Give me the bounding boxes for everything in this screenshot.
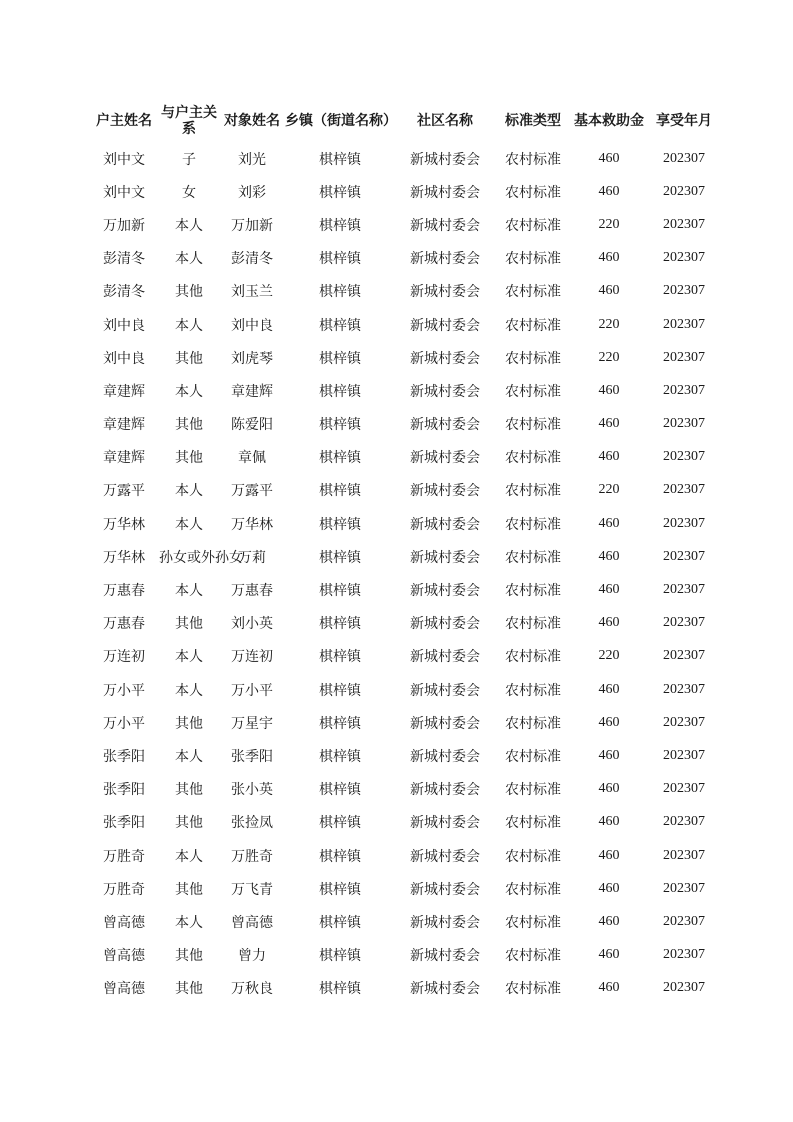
community-cell: 新城村委会 (410, 583, 480, 600)
recipient-name-cell: 万秋良 (231, 981, 273, 998)
period-cell: 202307 (663, 349, 705, 365)
allowance-cell: 220 (598, 349, 620, 365)
township-cell: 棋梓镇 (319, 184, 361, 201)
allowance-cell: 460 (598, 548, 620, 564)
period-cell: 202307 (663, 449, 705, 465)
table-row (89, 607, 721, 640)
relation-cell: 其他 (175, 981, 203, 998)
household-head-cell: 刘中良 (103, 350, 145, 367)
recipient-name-cell: 万加新 (231, 217, 273, 234)
township-cell: 棋梓镇 (319, 516, 361, 533)
township-cell: 棋梓镇 (319, 284, 361, 301)
table-header (89, 100, 721, 142)
township-cell: 棋梓镇 (319, 217, 361, 234)
period-cell: 202307 (663, 648, 705, 664)
township-cell: 棋梓镇 (319, 417, 361, 434)
community-cell: 新城村委会 (410, 417, 480, 434)
household-head-cell: 万露平 (103, 483, 145, 500)
header-township: 乡镇（街道名称） (285, 113, 397, 129)
relation-cell: 其他 (175, 782, 203, 799)
community-cell: 新城村委会 (410, 815, 480, 832)
community-cell: 新城村委会 (410, 549, 480, 566)
table-row (89, 939, 721, 972)
community-cell: 新城村委会 (410, 483, 480, 500)
period-cell: 202307 (663, 747, 705, 763)
recipient-name-cell: 万胜奇 (231, 848, 273, 865)
period-cell: 202307 (663, 316, 705, 332)
relation-cell: 本人 (175, 383, 203, 400)
allowance-cell: 460 (598, 582, 620, 598)
period-cell: 202307 (663, 548, 705, 564)
period-cell: 202307 (663, 582, 705, 598)
relation-cell: 本人 (175, 516, 203, 533)
household-head-cell: 万华林 (103, 549, 145, 566)
allowance-cell: 460 (598, 183, 620, 199)
table-row (89, 773, 721, 806)
table-row (89, 175, 721, 208)
header-period: 享受年月 (656, 113, 712, 129)
household-head-cell: 万连初 (103, 649, 145, 666)
table-row (89, 872, 721, 905)
standard-type-cell: 农村标准 (505, 881, 561, 898)
table-row (89, 839, 721, 872)
allowance-cell: 460 (598, 681, 620, 697)
relation-cell: 本人 (175, 317, 203, 334)
recipient-name-cell: 章佩 (238, 450, 266, 467)
allowance-cell: 460 (598, 947, 620, 963)
township-cell: 棋梓镇 (319, 649, 361, 666)
relation-cell: 本人 (175, 682, 203, 699)
period-cell: 202307 (663, 814, 705, 830)
relation-cell: 其他 (175, 450, 203, 467)
township-cell: 棋梓镇 (319, 782, 361, 799)
standard-type-cell: 农村标准 (505, 549, 561, 566)
allowance-cell: 220 (598, 482, 620, 498)
recipient-name-cell: 刘小英 (231, 616, 273, 633)
table-row (89, 540, 721, 573)
standard-type-cell: 农村标准 (505, 981, 561, 998)
header-household-head: 户主姓名 (96, 113, 152, 129)
standard-type-cell: 农村标准 (505, 251, 561, 268)
household-head-cell: 万惠春 (103, 616, 145, 633)
standard-type-cell: 农村标准 (505, 616, 561, 633)
allowance-cell: 460 (598, 814, 620, 830)
household-head-cell: 曾高德 (103, 981, 145, 998)
table-row (89, 573, 721, 606)
allowance-cell: 460 (598, 980, 620, 996)
relation-cell: 其他 (175, 616, 203, 633)
township-cell: 棋梓镇 (319, 715, 361, 732)
period-cell: 202307 (663, 781, 705, 797)
community-cell: 新城村委会 (410, 383, 480, 400)
allowance-cell: 220 (598, 316, 620, 332)
table-row (89, 242, 721, 275)
household-head-cell: 万华林 (103, 516, 145, 533)
household-head-cell: 刘中文 (103, 151, 145, 168)
table-row (89, 507, 721, 540)
allowance-cell: 460 (598, 847, 620, 863)
relation-cell: 本人 (175, 748, 203, 765)
household-head-cell: 万小平 (103, 715, 145, 732)
household-head-cell: 章建辉 (103, 417, 145, 434)
period-cell: 202307 (663, 947, 705, 963)
period-cell: 202307 (663, 416, 705, 432)
recipient-name-cell: 章建辉 (231, 383, 273, 400)
allowance-cell: 460 (598, 382, 620, 398)
table-row (89, 341, 721, 374)
relation-cell: 其他 (175, 284, 203, 301)
allowance-cell: 460 (598, 250, 620, 266)
header-row (89, 100, 721, 142)
table-row (89, 441, 721, 474)
township-cell: 棋梓镇 (319, 914, 361, 931)
allowance-cell: 460 (598, 781, 620, 797)
relation-cell: 本人 (175, 649, 203, 666)
standard-type-cell: 农村标准 (505, 483, 561, 500)
recipient-name-cell: 万星宇 (231, 715, 273, 732)
recipient-name-cell: 刘彩 (238, 184, 266, 201)
table-body (89, 142, 721, 1005)
standard-type-cell: 农村标准 (505, 848, 561, 865)
recipient-name-cell: 万露平 (231, 483, 273, 500)
table-row (89, 706, 721, 739)
township-cell: 棋梓镇 (319, 748, 361, 765)
recipient-name-cell: 彭清冬 (231, 251, 273, 268)
standard-type-cell: 农村标准 (505, 649, 561, 666)
relation-cell: 其他 (175, 815, 203, 832)
recipient-name-cell: 刘中良 (231, 317, 273, 334)
household-head-cell: 刘中文 (103, 184, 145, 201)
standard-type-cell: 农村标准 (505, 583, 561, 600)
standard-type-cell: 农村标准 (505, 151, 561, 168)
standard-type-cell: 农村标准 (505, 682, 561, 699)
relation-cell: 本人 (175, 217, 203, 234)
township-cell: 棋梓镇 (319, 450, 361, 467)
township-cell: 棋梓镇 (319, 948, 361, 965)
household-head-cell: 刘中良 (103, 317, 145, 334)
table-row (89, 673, 721, 706)
relation-cell: 其他 (175, 417, 203, 434)
community-cell: 新城村委会 (410, 317, 480, 334)
community-cell: 新城村委会 (410, 350, 480, 367)
period-cell: 202307 (663, 250, 705, 266)
household-head-cell: 万惠春 (103, 583, 145, 600)
relation-cell: 本人 (175, 251, 203, 268)
township-cell: 棋梓镇 (319, 682, 361, 699)
household-head-cell: 彭清冬 (103, 251, 145, 268)
standard-type-cell: 农村标准 (505, 815, 561, 832)
period-cell: 202307 (663, 515, 705, 531)
recipient-name-cell: 万连初 (231, 649, 273, 666)
household-head-cell: 万加新 (103, 217, 145, 234)
community-cell: 新城村委会 (410, 151, 480, 168)
recipient-name-cell: 张季阳 (231, 748, 273, 765)
period-cell: 202307 (663, 216, 705, 232)
period-cell: 202307 (663, 183, 705, 199)
table-row (89, 374, 721, 407)
header-community: 社区名称 (417, 113, 473, 129)
recipient-name-cell: 刘虎琴 (231, 350, 273, 367)
allowance-cell: 460 (598, 615, 620, 631)
relation-cell: 本人 (175, 583, 203, 600)
period-cell: 202307 (663, 847, 705, 863)
recipient-name-cell: 张捡凤 (231, 815, 273, 832)
community-cell: 新城村委会 (410, 682, 480, 699)
standard-type-cell: 农村标准 (505, 217, 561, 234)
relation-cell: 其他 (175, 350, 203, 367)
recipient-name-cell: 万惠春 (231, 583, 273, 600)
relation-cell: 子 (182, 151, 196, 168)
community-cell: 新城村委会 (410, 881, 480, 898)
recipient-name-cell: 万飞青 (231, 881, 273, 898)
township-cell: 棋梓镇 (319, 383, 361, 400)
table-row (89, 308, 721, 341)
allowance-cell: 460 (598, 515, 620, 531)
header-recipient-name: 对象姓名 (224, 113, 280, 129)
allowance-cell: 460 (598, 150, 620, 166)
household-head-cell: 曾高德 (103, 948, 145, 965)
recipient-name-cell: 曾高德 (231, 914, 273, 931)
township-cell: 棋梓镇 (319, 815, 361, 832)
relation-cell: 其他 (175, 881, 203, 898)
period-cell: 202307 (663, 482, 705, 498)
recipient-name-cell: 刘玉兰 (231, 284, 273, 301)
recipient-name-cell: 万莉 (238, 549, 266, 566)
household-head-cell: 万胜奇 (103, 848, 145, 865)
standard-type-cell: 农村标准 (505, 748, 561, 765)
relation-cell: 本人 (175, 483, 203, 500)
township-cell: 棋梓镇 (319, 350, 361, 367)
header-standard-type: 标准类型 (505, 113, 561, 129)
period-cell: 202307 (663, 382, 705, 398)
standard-type-cell: 农村标准 (505, 715, 561, 732)
township-cell: 棋梓镇 (319, 583, 361, 600)
allowance-cell: 460 (598, 449, 620, 465)
household-head-cell: 张季阳 (103, 815, 145, 832)
table-row (89, 142, 721, 175)
standard-type-cell: 农村标准 (505, 417, 561, 434)
standard-type-cell: 农村标准 (505, 516, 561, 533)
township-cell: 棋梓镇 (319, 981, 361, 998)
allowance-cell: 460 (598, 416, 620, 432)
household-head-cell: 张季阳 (103, 748, 145, 765)
township-cell: 棋梓镇 (319, 317, 361, 334)
table-row (89, 275, 721, 308)
recipient-name-cell: 曾力 (238, 948, 266, 965)
community-cell: 新城村委会 (410, 217, 480, 234)
relation-cell: 孙女或外孙女 (159, 549, 243, 566)
allowance-cell: 460 (598, 714, 620, 730)
household-head-cell: 章建辉 (103, 450, 145, 467)
allowance-cell: 460 (598, 283, 620, 299)
community-cell: 新城村委会 (410, 649, 480, 666)
community-cell: 新城村委会 (410, 284, 480, 301)
period-cell: 202307 (663, 615, 705, 631)
allowance-cell: 460 (598, 913, 620, 929)
household-head-cell: 曾高德 (103, 914, 145, 931)
allowance-cell: 460 (598, 880, 620, 896)
standard-type-cell: 农村标准 (505, 948, 561, 965)
recipient-name-cell: 陈爱阳 (231, 417, 273, 434)
table-row (89, 972, 721, 1005)
community-cell: 新城村委会 (410, 450, 480, 467)
allowance-cell: 220 (598, 216, 620, 232)
allowance-cell: 460 (598, 747, 620, 763)
period-cell: 202307 (663, 980, 705, 996)
recipient-name-cell: 张小英 (231, 782, 273, 799)
recipient-name-cell: 万小平 (231, 682, 273, 699)
standard-type-cell: 农村标准 (505, 450, 561, 467)
community-cell: 新城村委会 (410, 948, 480, 965)
household-head-cell: 万小平 (103, 682, 145, 699)
relation-cell: 本人 (175, 914, 203, 931)
community-cell: 新城村委会 (410, 251, 480, 268)
relation-cell: 本人 (175, 848, 203, 865)
header-basic-allowance: 基本救助金 (574, 113, 644, 129)
household-head-cell: 万胜奇 (103, 881, 145, 898)
standard-type-cell: 农村标准 (505, 914, 561, 931)
table-row (89, 806, 721, 839)
table-row (89, 474, 721, 507)
relation-cell: 其他 (175, 948, 203, 965)
relation-cell: 女 (182, 184, 196, 201)
household-head-cell: 张季阳 (103, 782, 145, 799)
standard-type-cell: 农村标准 (505, 184, 561, 201)
household-head-cell: 彭清冬 (103, 284, 145, 301)
township-cell: 棋梓镇 (319, 848, 361, 865)
community-cell: 新城村委会 (410, 748, 480, 765)
period-cell: 202307 (663, 283, 705, 299)
allowance-cell: 220 (598, 648, 620, 664)
table-row (89, 905, 721, 938)
table-row (89, 640, 721, 673)
township-cell: 棋梓镇 (319, 483, 361, 500)
table-row (89, 408, 721, 441)
community-cell: 新城村委会 (410, 848, 480, 865)
table-row (89, 208, 721, 241)
township-cell: 棋梓镇 (319, 616, 361, 633)
township-cell: 棋梓镇 (319, 251, 361, 268)
standard-type-cell: 农村标准 (505, 317, 561, 334)
recipient-name-cell: 万华林 (231, 516, 273, 533)
period-cell: 202307 (663, 681, 705, 697)
relation-cell: 其他 (175, 715, 203, 732)
recipient-name-cell: 刘光 (238, 151, 266, 168)
period-cell: 202307 (663, 913, 705, 929)
community-cell: 新城村委会 (410, 616, 480, 633)
period-cell: 202307 (663, 150, 705, 166)
standard-type-cell: 农村标准 (505, 284, 561, 301)
community-cell: 新城村委会 (410, 914, 480, 931)
standard-type-cell: 农村标准 (505, 350, 561, 367)
period-cell: 202307 (663, 880, 705, 896)
community-cell: 新城村委会 (410, 184, 480, 201)
standard-type-cell: 农村标准 (505, 383, 561, 400)
period-cell: 202307 (663, 714, 705, 730)
community-cell: 新城村委会 (410, 981, 480, 998)
township-cell: 棋梓镇 (319, 881, 361, 898)
township-cell: 棋梓镇 (319, 549, 361, 566)
community-cell: 新城村委会 (410, 516, 480, 533)
community-cell: 新城村委会 (410, 715, 480, 732)
header-relation: 与户主关系 (161, 105, 217, 137)
community-cell: 新城村委会 (410, 782, 480, 799)
standard-type-cell: 农村标准 (505, 782, 561, 799)
household-head-cell: 章建辉 (103, 383, 145, 400)
table-row (89, 739, 721, 772)
township-cell: 棋梓镇 (319, 151, 361, 168)
assistance-roster-table (89, 100, 721, 1005)
